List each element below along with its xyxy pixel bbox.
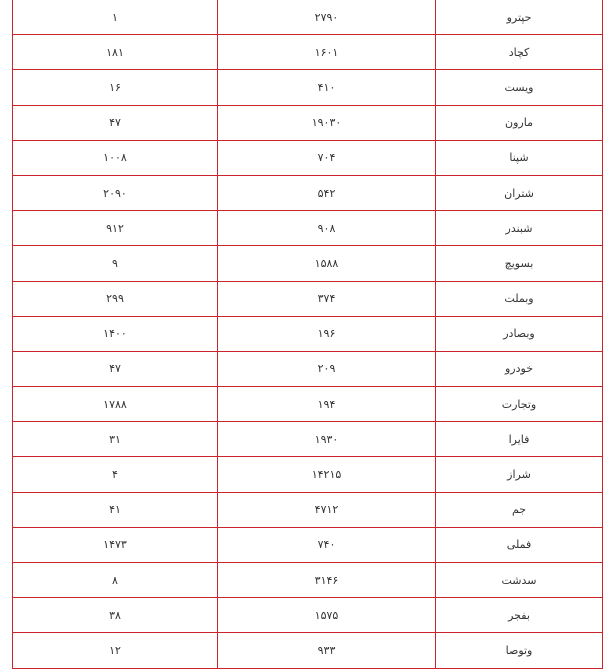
symbol-cell: مارون (436, 105, 603, 140)
symbol-cell: شتران (436, 175, 603, 210)
value-cell: ۷۰۴ (218, 140, 436, 175)
value-cell: ۱۴۰۰ (13, 316, 218, 351)
symbol-cell: فملی (436, 527, 603, 562)
value-cell: ۱۲ (13, 633, 218, 668)
value-cell: ۱۹۳۰ (218, 422, 436, 457)
table-row (13, 351, 603, 386)
symbol-cell: شراز (436, 457, 603, 492)
value-cell: ۱۶ (13, 70, 218, 105)
table-row (13, 70, 603, 105)
symbol-cell: شپنا (436, 140, 603, 175)
value-cell: ۱۷۸۸ (13, 387, 218, 422)
symbol-cell: فایرا (436, 422, 603, 457)
value-cell: ۱۴۲۱۵ (218, 457, 436, 492)
value-cell: ۱۹۰۳۰ (218, 105, 436, 140)
stock-table (12, 0, 603, 669)
value-cell: ۱۴۷۳ (13, 527, 218, 562)
table-row (13, 105, 603, 140)
table-row (13, 563, 603, 598)
symbol-cell: حپترو (436, 0, 603, 35)
value-cell: ۲۰۹ (218, 351, 436, 386)
symbol-cell: کچاد (436, 35, 603, 70)
value-cell: ۴۷ (13, 105, 218, 140)
table-row (13, 246, 603, 281)
table-row (13, 492, 603, 527)
symbol-cell: بسویچ (436, 246, 603, 281)
table-row (13, 598, 603, 633)
value-cell: ۸ (13, 563, 218, 598)
symbol-cell: وتوصا (436, 633, 603, 668)
value-cell: ۱ (13, 0, 218, 35)
symbol-cell: وبصادر (436, 316, 603, 351)
value-cell: ۹۳۳ (218, 633, 436, 668)
value-cell: ۴۱۰ (218, 70, 436, 105)
value-cell: ۴۷ (13, 351, 218, 386)
symbol-cell: جم (436, 492, 603, 527)
value-cell: ۴ (13, 457, 218, 492)
symbol-cell: وبملت (436, 281, 603, 316)
value-cell: ۳۷۴ (218, 281, 436, 316)
value-cell: ۲۷۹۰ (218, 0, 436, 35)
value-cell: ۲۹۹ (13, 281, 218, 316)
value-cell: ۲۰۹۰ (13, 175, 218, 210)
symbol-cell: خودرو (436, 351, 603, 386)
value-cell: ۹ (13, 246, 218, 281)
value-cell: ۳۸ (13, 598, 218, 633)
value-cell: ۳۱۴۶ (218, 563, 436, 598)
value-cell: ۵۴۲ (218, 175, 436, 210)
value-cell: ۴۱ (13, 492, 218, 527)
table-body (13, 0, 603, 668)
symbol-cell: سدشت (436, 563, 603, 598)
table-row (13, 211, 603, 246)
table-row (13, 281, 603, 316)
value-cell: ۱۰۰۸ (13, 140, 218, 175)
table-row (13, 35, 603, 70)
value-cell: ۹۰۸ (218, 211, 436, 246)
symbol-cell: ویست (436, 70, 603, 105)
table-row (13, 140, 603, 175)
table-row (13, 422, 603, 457)
table-row (13, 387, 603, 422)
table-row (13, 175, 603, 210)
value-cell: ۱۶۰۱ (218, 35, 436, 70)
value-cell: ۱۸۱ (13, 35, 218, 70)
value-cell: ۱۹۶ (218, 316, 436, 351)
value-cell: ۳۱ (13, 422, 218, 457)
table-row (13, 457, 603, 492)
value-cell: ۱۹۴ (218, 387, 436, 422)
symbol-cell: شبندر (436, 211, 603, 246)
symbol-cell: وتجارت (436, 387, 603, 422)
value-cell: ۴۷۱۲ (218, 492, 436, 527)
table-row (13, 316, 603, 351)
value-cell: ۱۵۸۸ (218, 246, 436, 281)
value-cell: ۷۴۰ (218, 527, 436, 562)
table-row (13, 633, 603, 668)
table-row (13, 527, 603, 562)
value-cell: ۹۱۲ (13, 211, 218, 246)
value-cell: ۱۵۷۵ (218, 598, 436, 633)
symbol-cell: بفجر (436, 598, 603, 633)
table-row (13, 0, 603, 35)
